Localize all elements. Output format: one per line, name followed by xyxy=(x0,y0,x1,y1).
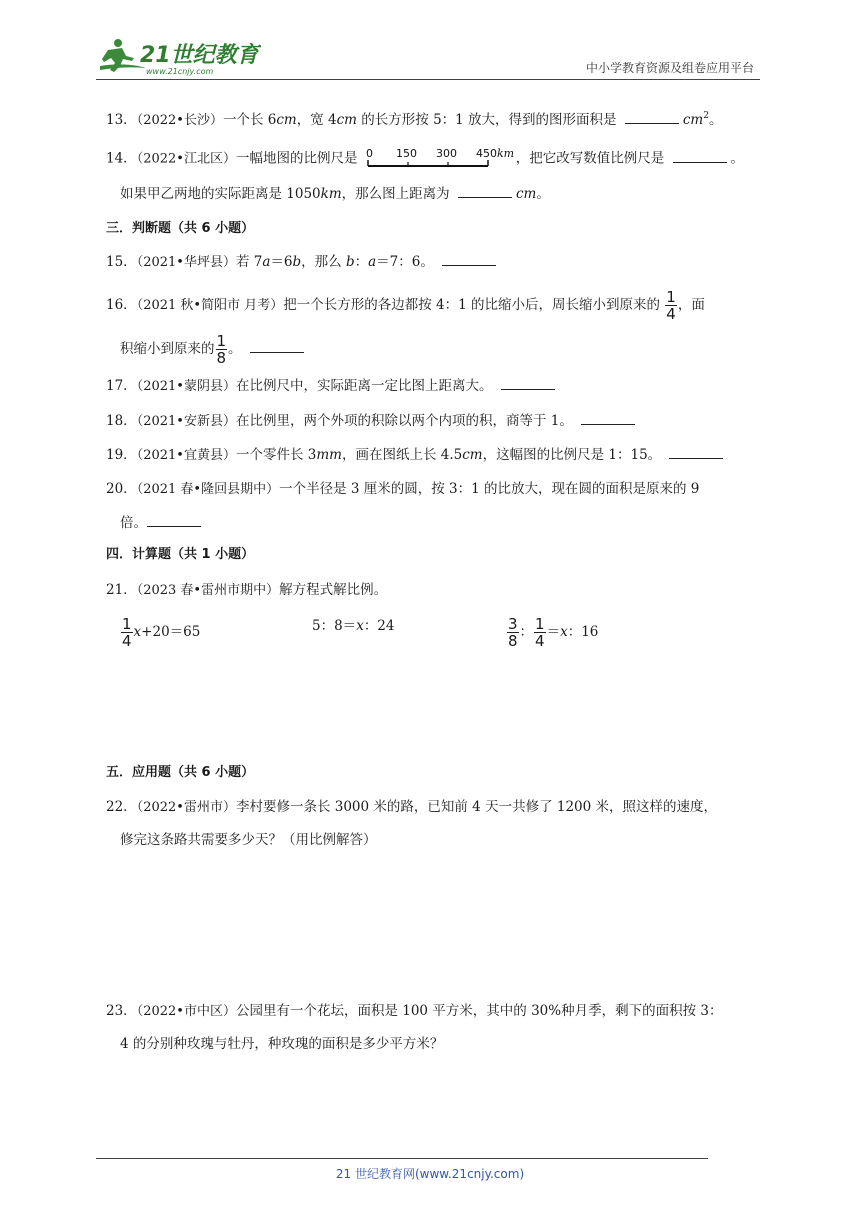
scale-bar-figure xyxy=(364,148,514,170)
question-23: 23．（2022•市中区）公园里有一个花坛，面积是 100 平方米，其中的 30%种月季，剩下的面积按 3： xyxy=(106,1003,723,1019)
site-logo xyxy=(96,36,261,76)
question-16-line2: 积缩小到原来的 $\frac{1}{8}$ 。 xyxy=(120,333,308,366)
svg-text:300: 300 xyxy=(435,148,457,160)
answer-blank[interactable] xyxy=(625,110,679,124)
equation-3: $\frac{3}{8}$ ： $\frac{1}{4}$ ＝x：16 xyxy=(508,615,599,650)
fraction-one-quarter: $\frac{1}{4}$ xyxy=(535,615,545,650)
question-14-line2: 如果甲乙两地的实际距离是 1050km，那么图上距离为 cm。 xyxy=(120,186,550,202)
footer-text[interactable]: 21 世纪教育网(www.21cnjy.com) xyxy=(335,1167,525,1181)
fraction-one-quarter: $\frac{1}{4}$ xyxy=(666,288,676,323)
page-header xyxy=(96,30,760,80)
question-20: 20．（2021 春•隆回县期中）一个半径是 3 厘米的圆，按 3：1 的比放大，现在圆的面积是原来的 9 xyxy=(106,481,700,497)
svg-text:www.21cnjy.com: www.21cnjy.com xyxy=(146,67,214,76)
answer-blank[interactable] xyxy=(442,252,496,266)
platform-name: 中小学教育资源及组卷应用平台 xyxy=(585,61,754,75)
question-23-line2: 4 的分别种玫瑰与牡丹，种玫瑰的面积是多少平方米？ xyxy=(120,1036,444,1052)
svg-text:0: 0 xyxy=(365,148,373,160)
answer-blank[interactable] xyxy=(673,149,727,163)
question-14: 14．（2022•江北区）一幅地图的比例尺是 0 150 300 450 km ，把它改写数值比例尺是 。 xyxy=(106,148,744,170)
question-18: 18．（2021•安新县）在比例里，两个外项的积除以两个内项的积，商等于 1。 xyxy=(106,411,639,432)
section-heading-application: 五．应用题（共 6 小题） xyxy=(106,765,255,780)
fraction-one-eighth: $\frac{1}{8}$ xyxy=(216,332,227,367)
answer-blank[interactable] xyxy=(458,184,512,198)
answer-blank[interactable] xyxy=(250,339,304,353)
equation-1: $\frac{1}{4}$ x+20＝65 xyxy=(122,615,201,650)
answer-blank[interactable] xyxy=(669,445,723,459)
answer-blank[interactable] xyxy=(581,411,635,425)
question-13: 13．（2022•长沙）一个长 6cm，宽 4cm 的长方形按 5：1 放大，得到的图形面积是 $cm^2$。 xyxy=(106,111,723,128)
question-19: 19．（2021•宜黄县）一个零件长 3mm，画在图纸上长 4.5cm，这幅图的比例尺是 1：15。 xyxy=(106,445,727,466)
svg-text:450: 450 xyxy=(475,148,497,160)
question-16: 16．（2021 秋•简阳市 月考）把一个长方形的各边都按 4：1 的比缩小后，周长缩小到原来的 $\frac{1}{4}$ ，面 xyxy=(106,288,705,323)
question-21: 21．（2023 春•雷州市期中）解方程式解比例。 xyxy=(106,582,388,598)
section-heading-judgment: 三．判断题（共 6 小题） xyxy=(106,221,255,236)
question-22: 22．（2022•雷州市）李村要修一条长 3000 米的路，已知前 4 天一共修了 1200 米，照这样的速度， xyxy=(106,799,718,815)
svg-text:21世纪教育: 21世纪教育 xyxy=(140,43,259,68)
answer-blank[interactable] xyxy=(501,376,555,390)
question-20-line2: 倍。 xyxy=(120,513,205,533)
question-17: 17．（2021•蒙阴县）在比例尺中，实际距离一定比图上距离大。 xyxy=(106,376,559,397)
footer-divider xyxy=(96,1158,708,1159)
svg-text:km: km xyxy=(496,148,514,160)
fraction-one-quarter: $\frac{1}{4}$ xyxy=(122,615,132,650)
question-22-line2: 修完这条路共需要多少天？（用比例解答） xyxy=(120,832,377,848)
answer-blank[interactable] xyxy=(147,513,201,527)
fraction-three-eighths: $\frac{3}{8}$ xyxy=(508,615,518,650)
question-15: 15．（2021•华坪县）若 7a＝6b，那么 b：a＝7：6。 xyxy=(106,252,500,273)
svg-text:150: 150 xyxy=(395,148,417,160)
equation-2: 5：8＝x：24 xyxy=(312,618,395,634)
section-heading-calculation: 四．计算题（共 1 小题） xyxy=(106,547,255,562)
